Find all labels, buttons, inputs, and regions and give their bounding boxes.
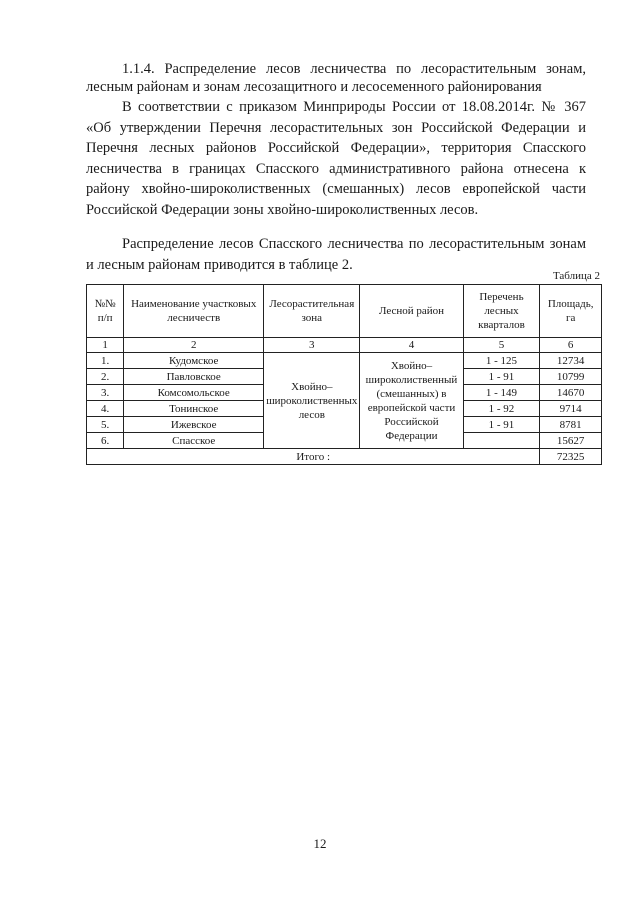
row-num: 4.	[87, 401, 124, 417]
column-number: 5	[463, 338, 540, 353]
column-number: 1	[87, 338, 124, 353]
row-area: 14670	[540, 385, 602, 401]
row-name: Комсомольское	[124, 385, 264, 401]
row-num: 1.	[87, 353, 124, 369]
row-quarters: 1 - 91	[463, 369, 540, 385]
table-row	[87, 353, 602, 369]
table-caption: Таблица 2	[552, 270, 600, 282]
row-area: 8781	[540, 417, 602, 433]
row-num: 6.	[87, 433, 124, 449]
district-cell: Хвойно–широколиственный (смешанных) в европейской части Российской Федерации	[360, 353, 463, 449]
row-area: 15627	[540, 433, 602, 449]
row-name: Тонинское	[124, 401, 264, 417]
column-number: 4	[360, 338, 463, 353]
table-total-row	[87, 449, 602, 465]
column-number: 3	[264, 338, 360, 353]
row-quarters: 1 - 149	[463, 385, 540, 401]
header-num: №№ п/п	[87, 285, 124, 338]
total-area: 72325	[540, 449, 602, 465]
total-label: Итого :	[87, 449, 540, 465]
row-quarters: 1 - 92	[463, 401, 540, 417]
row-name: Кудомское	[124, 353, 264, 369]
row-num: 2.	[87, 369, 124, 385]
header-quarters: Перечень лесных кварталов	[463, 285, 540, 338]
header-district: Лесной район	[360, 285, 463, 338]
paragraph-regulation: В соответствии с приказом Минприроды России от 18.08.2014г. № 367 «Об утверждении Перечня лесорастительных зон Российской Федерации и Перечня лесных районов Российской Федерации», территория Спасского лесничества в границах Спасского административного района отнесена к району хвойно-широколиственных (смешанных) лесов европейской части Российской Федерации зоны хвойно-широколиственных лесов.	[86, 99, 586, 218]
header-name: Наименование участковых лесничеств	[124, 285, 264, 338]
column-number: 6	[540, 338, 602, 353]
row-name: Спасское	[124, 433, 264, 449]
row-name: Ижевское	[124, 417, 264, 433]
row-num: 5.	[87, 417, 124, 433]
paragraph-table-intro: Распределение лесов Спасского лесничества по лесорастительным зонам и лесным районам приводится в таблице 2.	[86, 236, 586, 273]
column-number: 2	[124, 338, 264, 353]
row-area: 12734	[540, 353, 602, 369]
row-num: 3.	[87, 385, 124, 401]
row-area: 9714	[540, 401, 602, 417]
table-header-row	[87, 285, 602, 338]
row-quarters: 1 - 125	[463, 353, 540, 369]
row-quarters: 1 - 91	[463, 417, 540, 433]
page-number: 12	[313, 836, 327, 851]
header-area: Площадь, га	[540, 285, 602, 338]
forest-distribution-table	[86, 284, 602, 465]
header-zone: Лесорастительная зона	[264, 285, 360, 338]
section-heading: 1.1.4. Распределение лесов лесничества по лесорастительным зонам, лесным районам и зонам лесозащитного и лесосеменного районирования	[86, 61, 586, 95]
row-area: 10799	[540, 369, 602, 385]
row-quarters	[463, 433, 540, 449]
row-name: Павловское	[124, 369, 264, 385]
column-number-row	[87, 338, 602, 353]
zone-cell: Хвойно–широколиственных лесов	[264, 353, 360, 449]
